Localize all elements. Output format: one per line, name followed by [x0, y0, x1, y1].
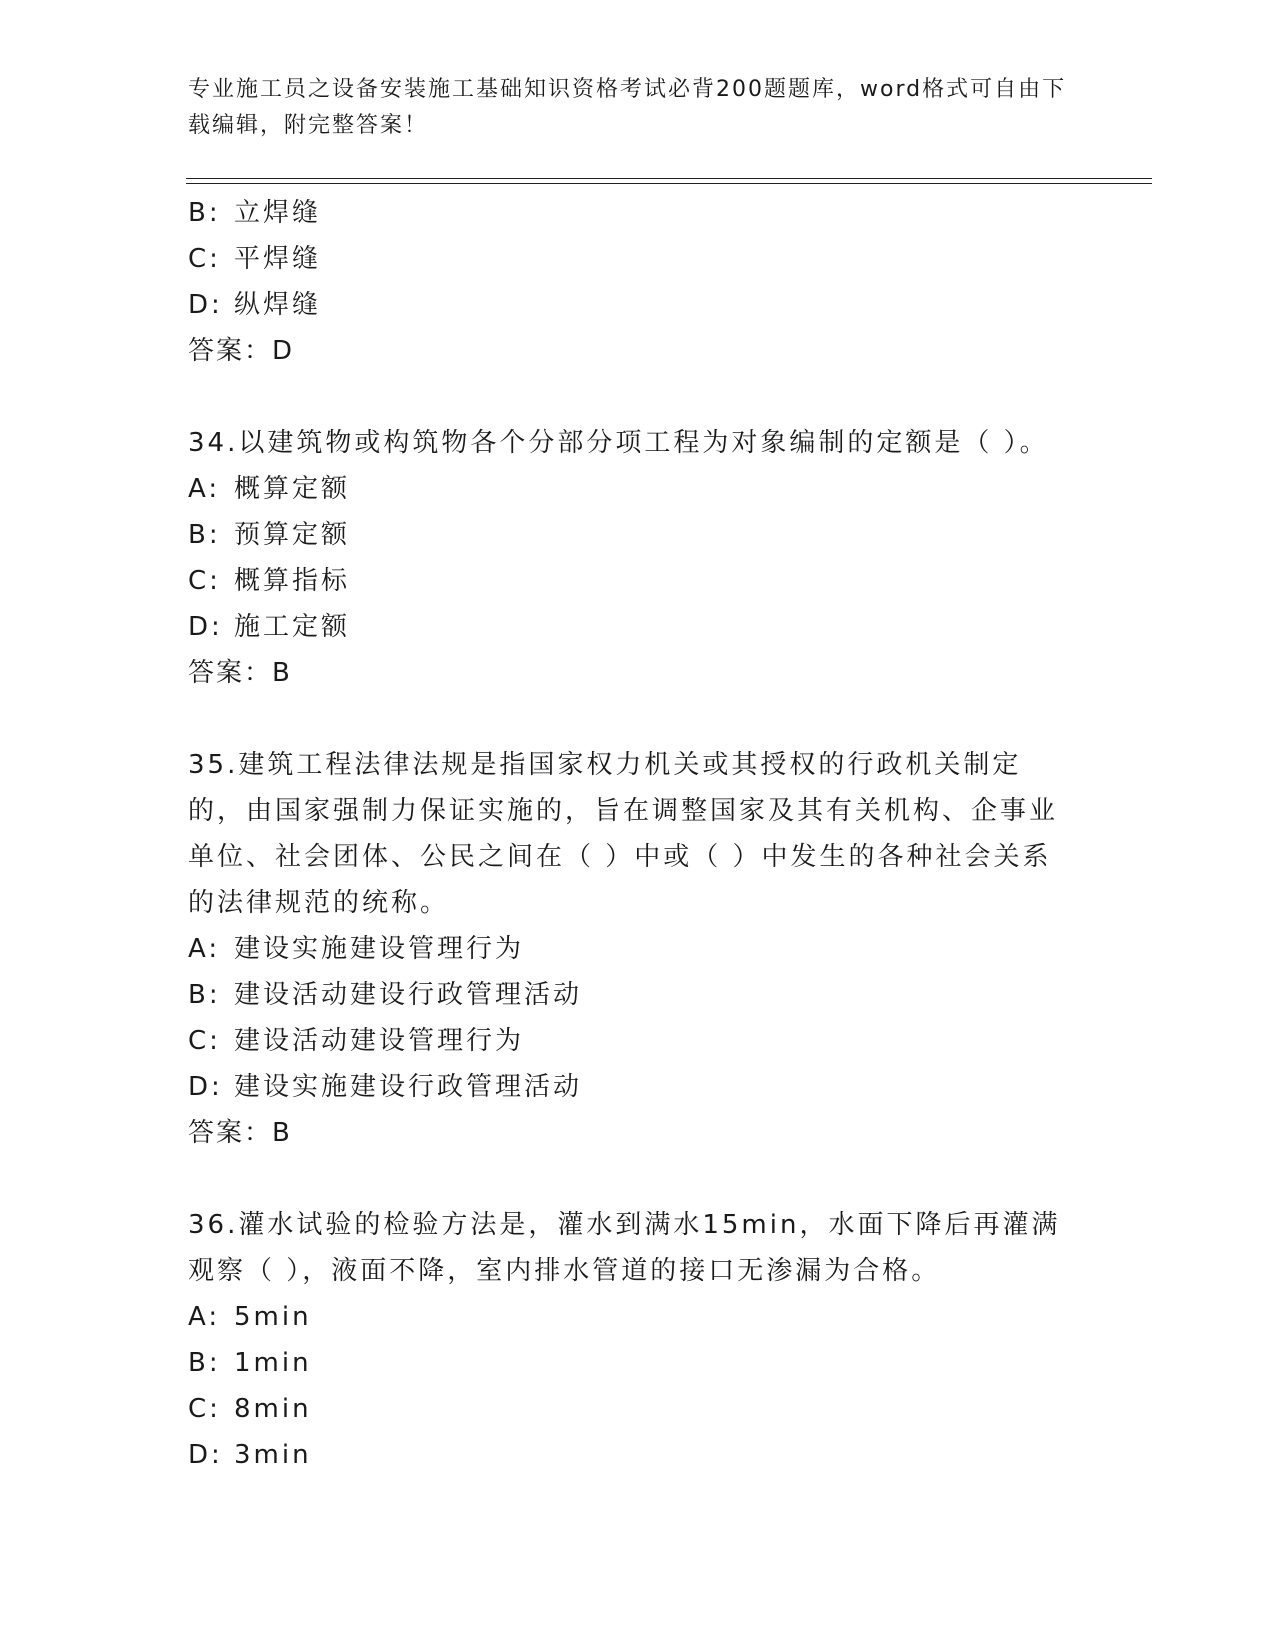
question-stem-35: 35.建筑工程法律法规是指国家权力机关或其授权的行政机关制定的，由国家强制力保证实施的，旨在调整国家及其有关机构、企事业单位、社会团体、公民之间在（ ）中或（ ）中发生的各种社会关系的法律规范的统称。 — [188, 750, 1059, 918]
answer-line: 答案：D — [188, 336, 295, 366]
option-b: B: 1min — [188, 1348, 312, 1378]
option-d: D: 建设实施建设行政管理活动 — [188, 1072, 583, 1102]
question-list — [188, 190, 1088, 1478]
option-d: D: 施工定额 — [188, 612, 351, 642]
option-a: A: 5min — [188, 1302, 312, 1332]
option-a: A: 建设实施建设管理行为 — [188, 934, 525, 964]
option-c: C: 概算指标 — [188, 566, 351, 596]
option-b: B: 预算定额 — [188, 520, 351, 550]
option-b: B: 建设活动建设行政管理活动 — [188, 980, 583, 1010]
answer-line: 答案：B — [188, 658, 292, 688]
header-divider-top — [186, 178, 1152, 179]
option-c: C: 建设活动建设管理行为 — [188, 1026, 525, 1056]
option-b: B: 立焊缝 — [188, 198, 322, 228]
option-d: D: 3min — [188, 1440, 312, 1470]
question-stem-36: 36.灌水试验的检验方法是，灌水到满水15min，水面下降后再灌满观察（ ），液面不降，室内排水管道的接口无渗漏为合格。 — [188, 1210, 1061, 1286]
option-a: A: 概算定额 — [188, 474, 351, 504]
document-header: 专业施工员之设备安装施工基础知识资格考试必背200题题库，word格式可自由下载编辑，附完整答案！ — [188, 77, 1067, 138]
option-c: C: 平焊缝 — [188, 244, 322, 274]
question-stem-34: 34.以建筑物或构筑物各个分部分项工程为对象编制的定额是（ ）。 — [188, 428, 1049, 458]
option-c: C: 8min — [188, 1394, 312, 1424]
header-divider-bottom — [186, 183, 1152, 184]
option-d: D: 纵焊缝 — [188, 290, 322, 320]
answer-line: 答案：B — [188, 1118, 292, 1148]
